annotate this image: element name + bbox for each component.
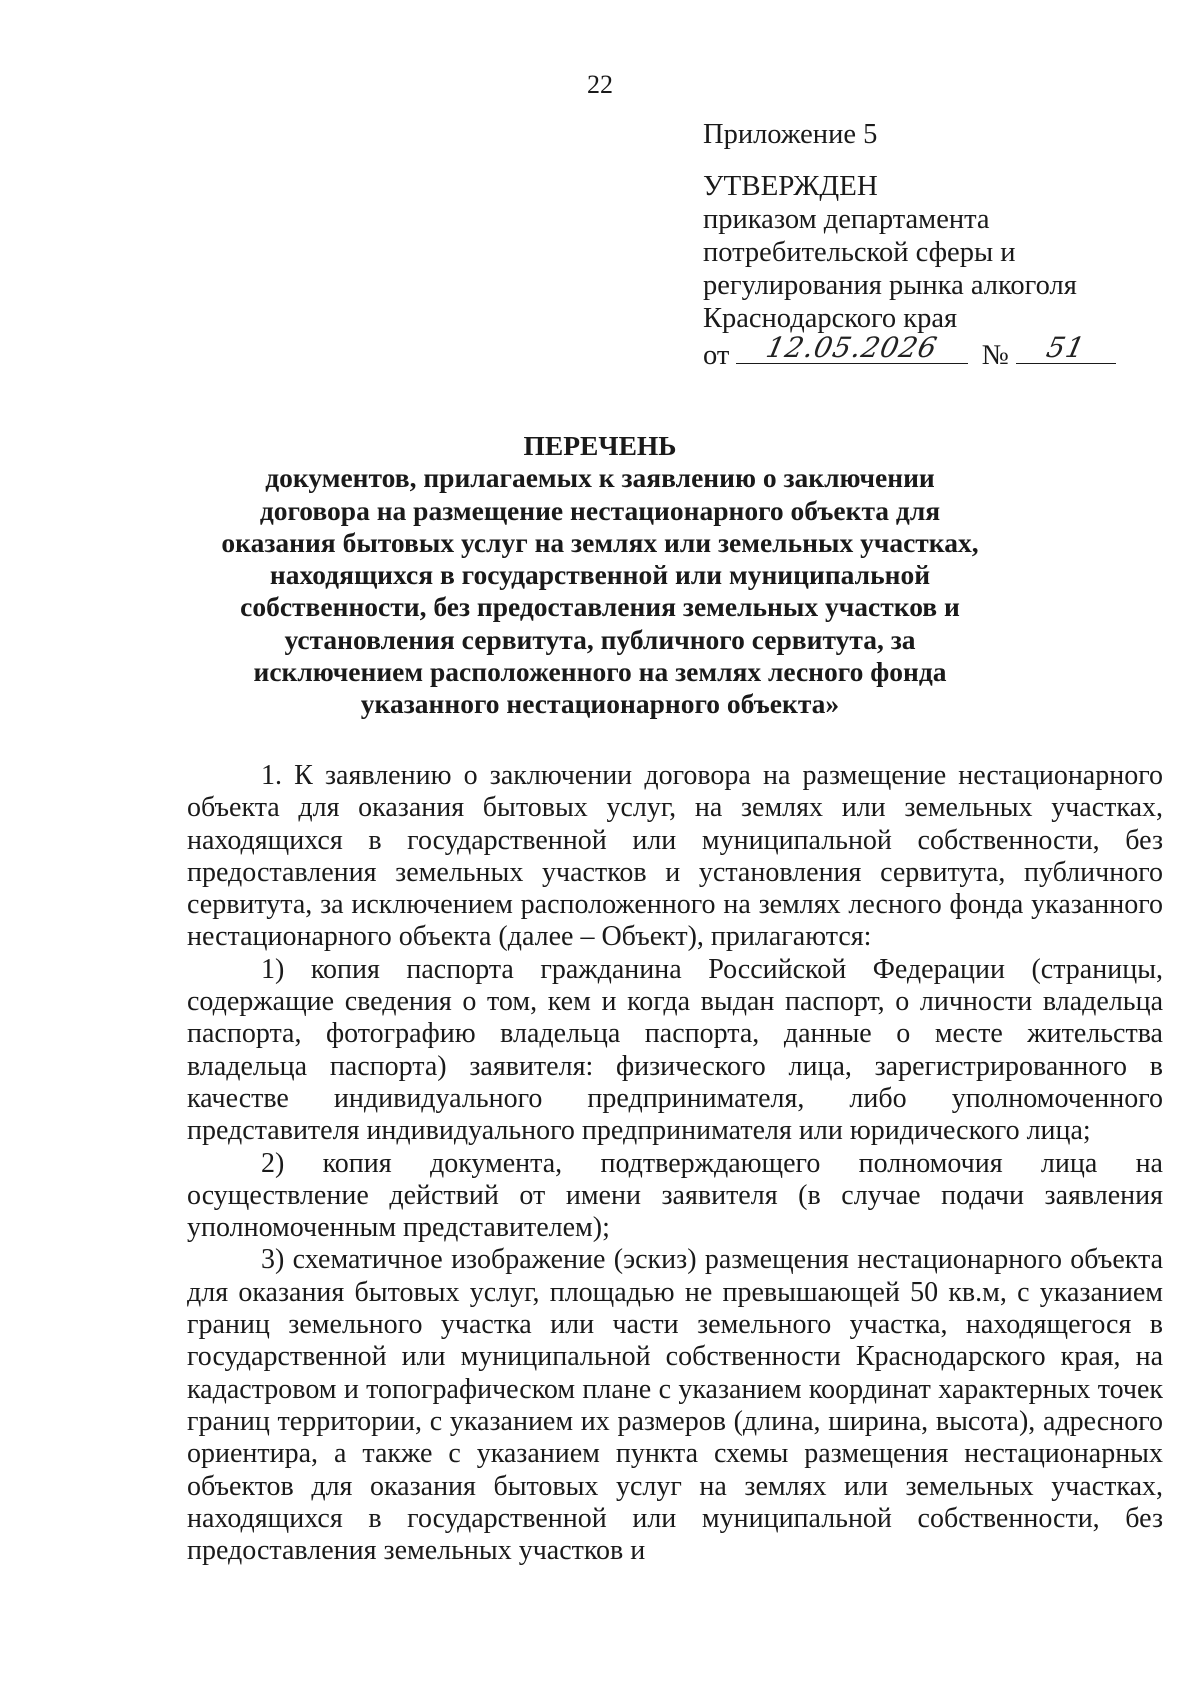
number-field bbox=[1016, 331, 1116, 364]
title-line: договора на размещение нестационарного объекта для bbox=[259, 494, 941, 526]
approval-line: потребительской сферы и bbox=[703, 237, 1016, 268]
title-line: собственности, без предоставления земельных участков и bbox=[240, 591, 960, 623]
title-line: указанного нестационарного объекта» bbox=[360, 688, 840, 720]
approval-date-line bbox=[703, 331, 1143, 371]
list-item-2: 2) копия документа, подтверждающего полномочия лица на осуществление действий от имени заявителя (в случае подачи заявления уполномоченным представителем); bbox=[187, 1147, 1163, 1244]
document-body bbox=[187, 760, 1163, 1567]
title-line: установления сервитута, публичного сервитута, за bbox=[284, 623, 916, 655]
list-item-3: 3) схематичное изображение (эскиз) размещения нестационарного объекта для оказания бытовых услуг, площадью не превышающей 50 кв.м, с указанием границ земельного участка или части земельного участка, находящегося в государственной или муниципальной собственности Краснодарского края, на кадастровом и топографическом плане с указанием координат характерных точек границ территории, с указанием их размеров (длина, ширина, высота), адресного ориентира, а также с указанием пункта схемы размещения нестационарных объектов для оказания бытовых услуг на землях или земельных участках, находящихся в государственной или муниципальной собственности, без предоставления земельных участков и bbox=[187, 1244, 1163, 1567]
approval-line: Краснодарского края bbox=[703, 303, 958, 334]
document-title bbox=[0, 430, 1200, 721]
approval-line: регулирования рынка алкоголя bbox=[703, 270, 1077, 301]
approved-stamp-heading: УТВЕРЖДЕН bbox=[703, 170, 878, 202]
title-heading: ПЕРЕЧЕНЬ bbox=[523, 430, 677, 461]
title-line: исключением расположенного на землях лесного фонда bbox=[253, 656, 947, 688]
paragraph-1: 1. К заявлению о заключении договора на размещение нестационарного объекта для оказания бытовых услуг, на землях или земельных участках, находящихся в государственной или муниципальной собственности, без предоставления земельных участков и установления сервитута, публичного сервитута, за исключением расположенного на землях лесного фонда указанного нестационарного объекта (далее – Объект), прилагаются: bbox=[187, 760, 1163, 953]
title-line: документов, прилагаемых к заявлению о заключении bbox=[265, 462, 935, 494]
page-number: 22 bbox=[587, 70, 613, 99]
approval-line: приказом департамента bbox=[703, 204, 990, 235]
date-prefix: от bbox=[703, 340, 730, 371]
number-prefix: № bbox=[981, 340, 1009, 371]
annex-label: Приложение 5 bbox=[703, 119, 878, 150]
handwritten-date: 12.05.2026 bbox=[763, 331, 942, 364]
date-field bbox=[736, 331, 968, 364]
handwritten-number: 51 bbox=[1043, 331, 1089, 364]
title-line: находящихся в государственной или муниципальной bbox=[269, 559, 931, 591]
title-line: оказания бытовых услуг на землях или земельных участках, bbox=[221, 526, 979, 558]
list-item-1: 1) копия паспорта гражданина Российской Федерации (страницы, содержащие сведения о том, кем и когда выдан паспорт, о личности владельца паспорта, фотографию владельца паспорта, данные о месте жительства владельца паспорта) заявителя: физического лица, зарегистрированного в качестве индивидуального предпринимателя, либо уполномоченного представителя индивидуального предпринимателя или юридического лица; bbox=[187, 953, 1163, 1147]
approval-block bbox=[703, 118, 1143, 371]
